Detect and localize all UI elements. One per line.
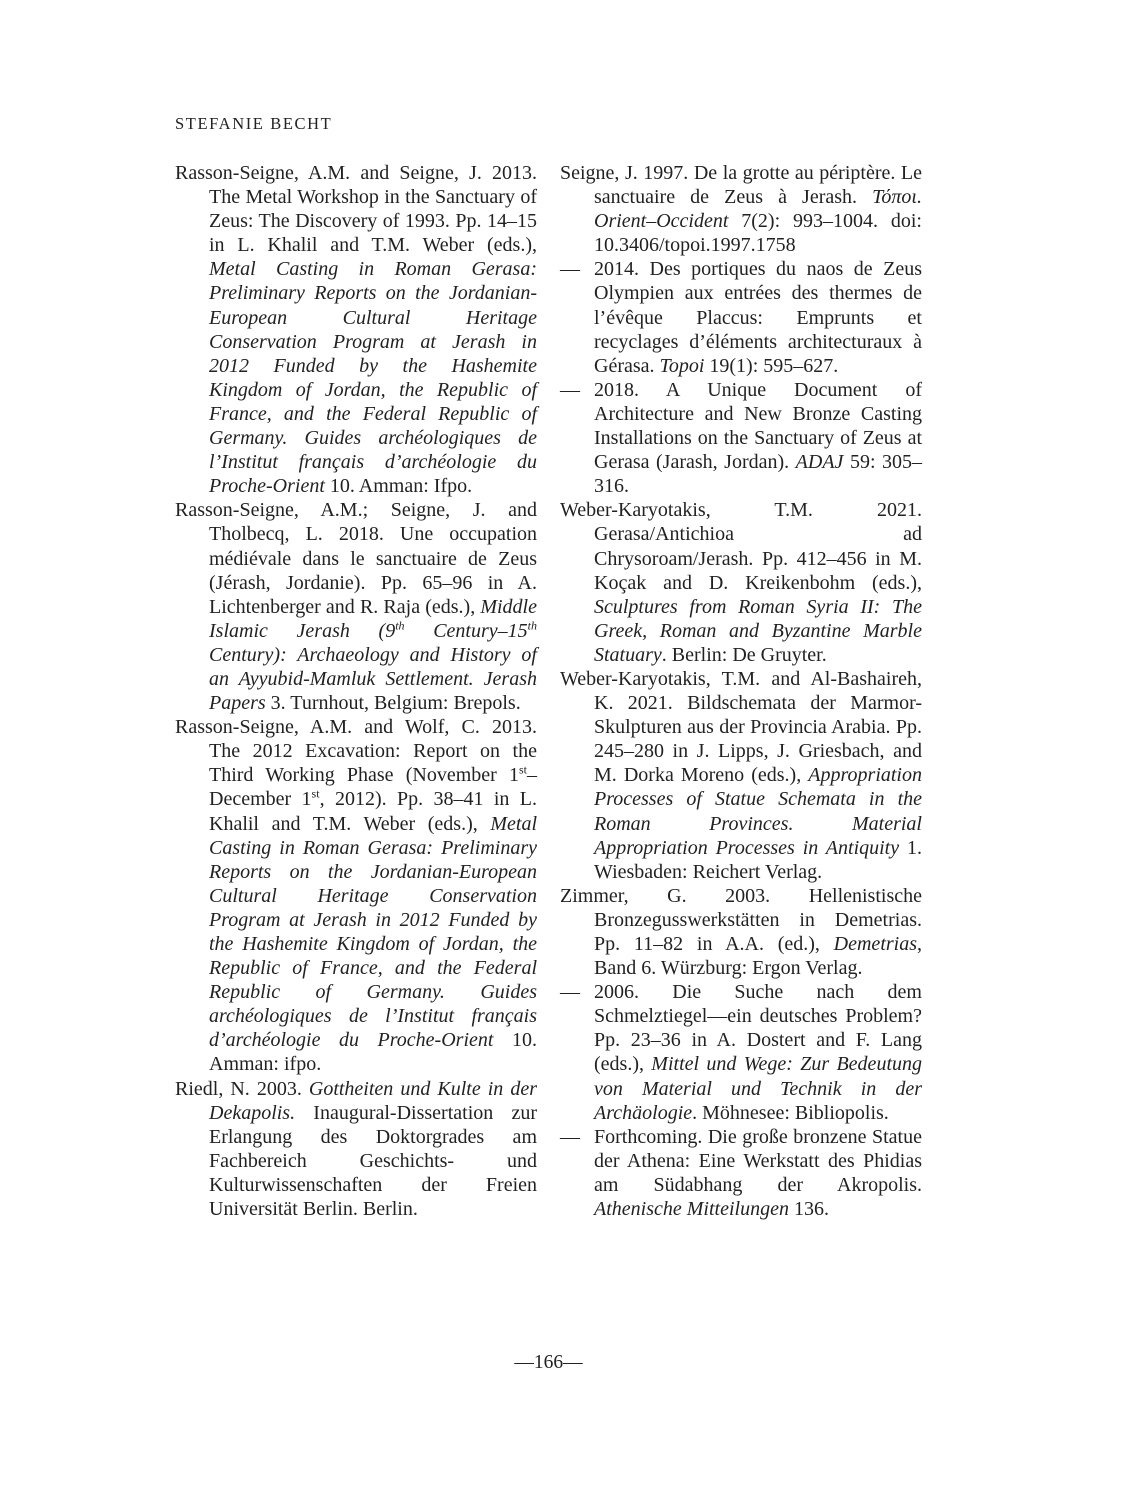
bibliography-text-block (175, 161, 922, 1221)
reference-text-segment: Demetrias (833, 933, 917, 955)
bibliography-left-column (175, 161, 537, 1221)
same-author-dash: — (560, 981, 580, 1004)
reference-entry (560, 498, 922, 667)
reference-text-segment: Athenische Mitteilungen (594, 1198, 789, 1221)
same-author-dash: — (560, 258, 580, 281)
reference-entry (175, 498, 537, 715)
reference-text-segment: Zimmer, G. 2003. Hellenistische Bronzegusswerkstätten in Demetrias. Pp. 11–82 in A.A. (ed.), (560, 884, 922, 955)
reference-entry (560, 980, 922, 1125)
same-author-dash: — (560, 378, 580, 401)
reference-text-segment: Appropriation Processes of Statue Schemata in the Roman Provinces. Material Appropriation Processes in Antiquity (594, 764, 922, 859)
bibliography-right-column (560, 161, 922, 1221)
reference-text-segment: Seigne, J. 1997. De la grotte au périptère. Le sanctuaire de Zeus à Jerash. (560, 162, 922, 209)
reference-entry (560, 884, 922, 980)
reference-text-segment: Metal Casting in Roman Gerasa: Preliminary Reports on the Jordanian-European Cultural Heritage Conservation Program at Jerash in 2012 Funded by the Hashemite Kingdom of Jordan, the Republic of France, and the Federal Republic of Germany. Guides archéologiques de l’Institut français d’archéologie du Proche-Orient (209, 258, 537, 498)
reference-text-segment: Rasson-Seigne, A.M.; Seigne, J. and Tholbecq, L. 2018. Une occupation médiévale dans le sanctuaire de Zeus (Jérash, Jordanie). Pp. 65–96 in A. Lichtenberger and R. Raja (eds.), (175, 499, 537, 618)
reference-text-segment: Mittel und Wege: Zur Bedeutung von Material und Technik in der Archäologie (594, 1053, 922, 1124)
page-number: —166— (514, 1352, 583, 1373)
reference-text-segment: th (527, 618, 537, 633)
reference-text-segment: . Möhnesee: Bibliopolis. (692, 1101, 889, 1124)
reference-text-segment: 2018. A Unique Document of Architecture and New Bronze Casting Installations on the Sanctuary of Zeus at Gerasa (Jarash, Jordan). (594, 378, 922, 474)
reference-text-segment: Century–15 (404, 619, 528, 642)
reference-text-segment: Forthcoming. Die große bronzene Statue der Athena: Eine Werkstatt des Phidias am Südabhang der Akropolis. (594, 1125, 922, 1196)
same-author-dash: — (560, 1125, 580, 1148)
reference-text-segment: . Berlin: De Gruyter. (661, 643, 827, 666)
reference-text-segment: Topoi (659, 354, 705, 377)
reference-text-segment: 7(2): 993–1004. doi: 10.3406/topoi.1997.1758 (594, 210, 922, 257)
reference-text-segment: , 2012). Pp. 38–41 in L. Khalil and T.M. Weber (eds.), (209, 788, 537, 835)
reference-text-segment: 3. Turnhout, Belgium: Brepols. (265, 692, 521, 715)
reference-entry (560, 378, 922, 498)
running-header-author: STEFANIE BECHT (175, 114, 333, 133)
reference-entry (560, 1125, 922, 1221)
reference-text-segment: Inaugural-Dissertation zur Erlangung des Doktorgrades am Fachbereich Geschichts- und Kulturwissenschaften der Freien Universität Berlin. Berlin. (209, 1101, 537, 1221)
reference-entry (175, 1077, 537, 1222)
reference-text-segment: Sculptures from Roman Syria II: The Greek, Roman and Byzantine Marble Statuary (594, 595, 922, 666)
reference-text-segment: Century): Archaeology and History of an Ayyubid-Mamluk Settlement. Jerash Papers (209, 643, 537, 715)
reference-text-segment: th (395, 618, 405, 633)
reference-text-segment: Weber-Karyotakis, T.M. and Al-Bashaireh, K. 2021. Bildschemata der Marmor-Skulpturen aus der Provincia Arabia. Pp. 245–280 in J. Lipps, J. Griesbach, and M. Dorka Moreno (eds.), (560, 667, 922, 787)
reference-entry (560, 161, 922, 257)
reference-text-segment: Τόποι. Orient–Occident (594, 186, 922, 233)
reference-text-segment: 2006. Die Suche nach dem Schmelztiegel—ein deutsches Problem? Pp. 23–36 in A. Dostert and F. Lang (eds.), (594, 981, 922, 1076)
reference-text-segment: , Band 6. Würzburg: Ergon Verlag. (594, 933, 922, 980)
reference-text-segment: –December 1 (209, 764, 537, 811)
reference-text-segment: 10. Amman: Ifpo. (324, 475, 473, 498)
reference-text-segment: Middle Islamic Jerash (9 (209, 595, 537, 642)
reference-text-segment: 2014. Des portiques du naos de Zeus Olympien aux entrées des thermes de l’évêque Placcus: Emprunts et recyclages d’éléments architecturaux à Gérasa. (594, 258, 922, 377)
reference-text-segment: Rasson-Seigne, A.M. and Seigne, J. 2013. The Metal Workshop in the Sanctuary of Zeus: The Discovery of 1993. Pp. 14–15 in L. Khalil and T.M. Weber (eds.), (175, 162, 537, 257)
reference-entry (175, 161, 537, 498)
reference-text-segment: 136. (788, 1198, 829, 1221)
reference-text-segment: 19(1): 595–627. (704, 354, 839, 377)
reference-text-segment: Weber-Karyotakis, T.M. 2021. Gerasa/Antichioa ad Chrysoroam/Jerash. Pp. 412–456 in M. Koçak and D. Kreikenbohm (eds.), (560, 499, 922, 594)
reference-text-segment: Metal Casting in Roman Gerasa: Preliminary Reports on the Jordanian-European Cultural Heritage Conservation Program at Jerash in 2012 Funded by the Hashemite Kingdom of Jordan, the Republic of France, and the Federal Republic of Germany. Guides archéologiques de l’Institut français d’archéologie du Proche-Orient (209, 812, 537, 1052)
reference-text-segment: st (518, 762, 527, 777)
reference-text-segment: st (311, 786, 320, 801)
reference-text-segment: Riedl, N. 2003. (175, 1077, 309, 1100)
reference-text-segment: ADAJ (795, 451, 844, 474)
reference-text-segment: 1. Wiesbaden: Reichert Verlag. (594, 836, 923, 883)
reference-entry (560, 257, 922, 377)
reference-text-segment: 59: 305–316. (594, 451, 923, 498)
reference-entry (560, 667, 922, 884)
reference-text-segment: Rasson-Seigne, A.M. and Wolf, C. 2013. The 2012 Excavation: Report on the Third Working Phase (November 1 (175, 716, 537, 787)
reference-entry (175, 715, 537, 1076)
reference-text-segment: Gottheiten und Kulte in der Dekapolis. (209, 1077, 537, 1124)
reference-text-segment: 10. Amman: ifpo. (209, 1029, 538, 1076)
